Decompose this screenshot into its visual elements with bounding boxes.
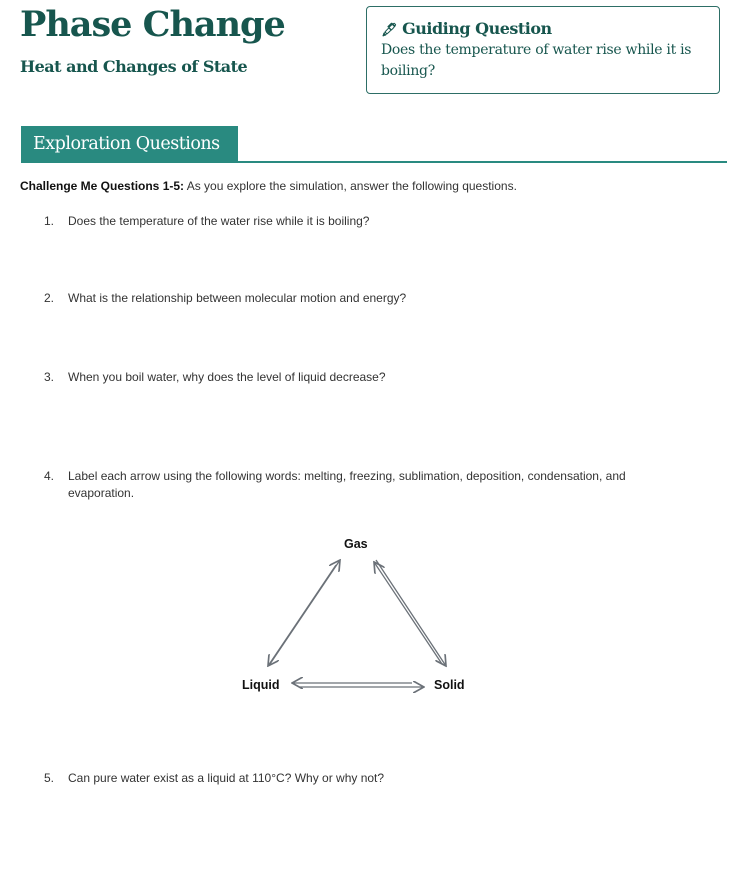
question-number: 5.: [44, 771, 55, 785]
question-number: 4.: [44, 469, 55, 483]
arrow-gas-to-solid: [376, 560, 446, 666]
arrow-solid-to-gas: [374, 562, 442, 664]
question-text: Can pure water exist as a liquid at 110°C? Why or why not?: [68, 771, 385, 785]
intro-bold: Challenge Me Questions 1-5:: [20, 179, 185, 193]
label-liquid: Liquid: [242, 678, 280, 692]
label-gas: Gas: [344, 537, 368, 551]
question-text: Does the temperature of the water rise while it is boiling?: [68, 214, 370, 228]
magic-wand-icon: 🖋︎: [381, 23, 398, 38]
page-title: Phase Change: [20, 4, 285, 45]
question-number: 1.: [44, 214, 55, 228]
label-solid: Solid: [434, 678, 465, 692]
section-tab: Exploration Questions: [21, 126, 238, 162]
question-number: 3.: [44, 370, 55, 384]
arrow-gas-to-liquid: [268, 565, 336, 666]
guiding-heading-text: Guiding Question: [402, 19, 552, 38]
intro-body: As you explore the simulation, answer the following questions.: [184, 179, 517, 193]
question-text: What is the relationship between molecular motion and energy?: [68, 291, 407, 305]
question-text: When you boil water, why does the level of liquid decrease?: [68, 370, 386, 384]
guiding-question-text: Does the temperature of water rise while it is boiling?: [381, 42, 692, 79]
page-subtitle: Heat and Changes of State: [20, 57, 248, 76]
question-number: 2.: [44, 291, 55, 305]
question-text: Label each arrow using the following words: melting, freezing, sublimation, deposition, condensation, and evaporation.: [68, 469, 626, 500]
